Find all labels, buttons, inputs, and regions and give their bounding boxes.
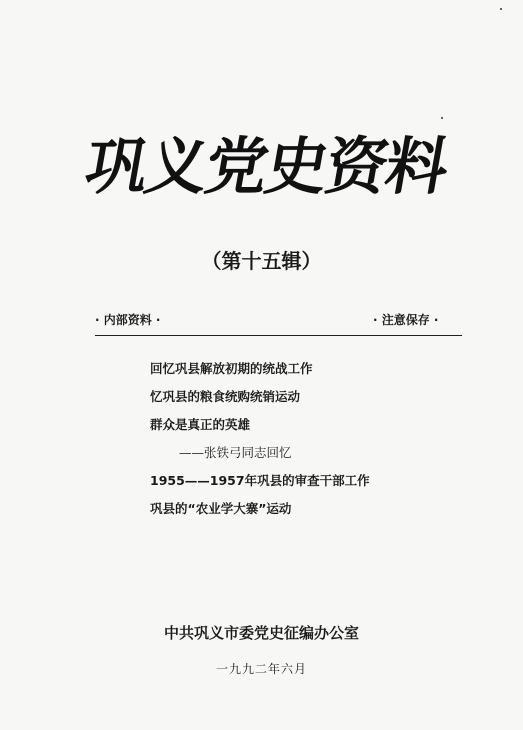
toc-subtitle: ——张铁弓同志回忆: [179, 445, 292, 460]
toc-item: 巩县的“农业学大寨”运动: [150, 501, 292, 516]
scan-speck: [441, 117, 443, 119]
scan-speck: [500, 8, 502, 10]
document-title: 巩义党史资料: [79, 130, 453, 203]
table-of-contents: [150, 355, 450, 523]
issue-number: （第十五辑）: [201, 249, 322, 273]
toc-item: 忆巩县的粮食统购统销运动: [150, 389, 301, 404]
publisher: 中共巩义市委党史征编办公室: [163, 624, 359, 642]
divider-line: [95, 335, 462, 336]
toc-item: 回忆巩县解放初期的统战工作: [150, 361, 313, 376]
publication-date: 一九九二年六月: [215, 662, 307, 676]
keep-safe-label: · 注意保存 ·: [373, 313, 439, 327]
internal-material-label: · 内部资料 ·: [95, 313, 161, 327]
toc-item: 群众是真正的英雄: [150, 417, 251, 432]
toc-item: 1955——1957年巩县的审查干部工作: [150, 473, 370, 488]
